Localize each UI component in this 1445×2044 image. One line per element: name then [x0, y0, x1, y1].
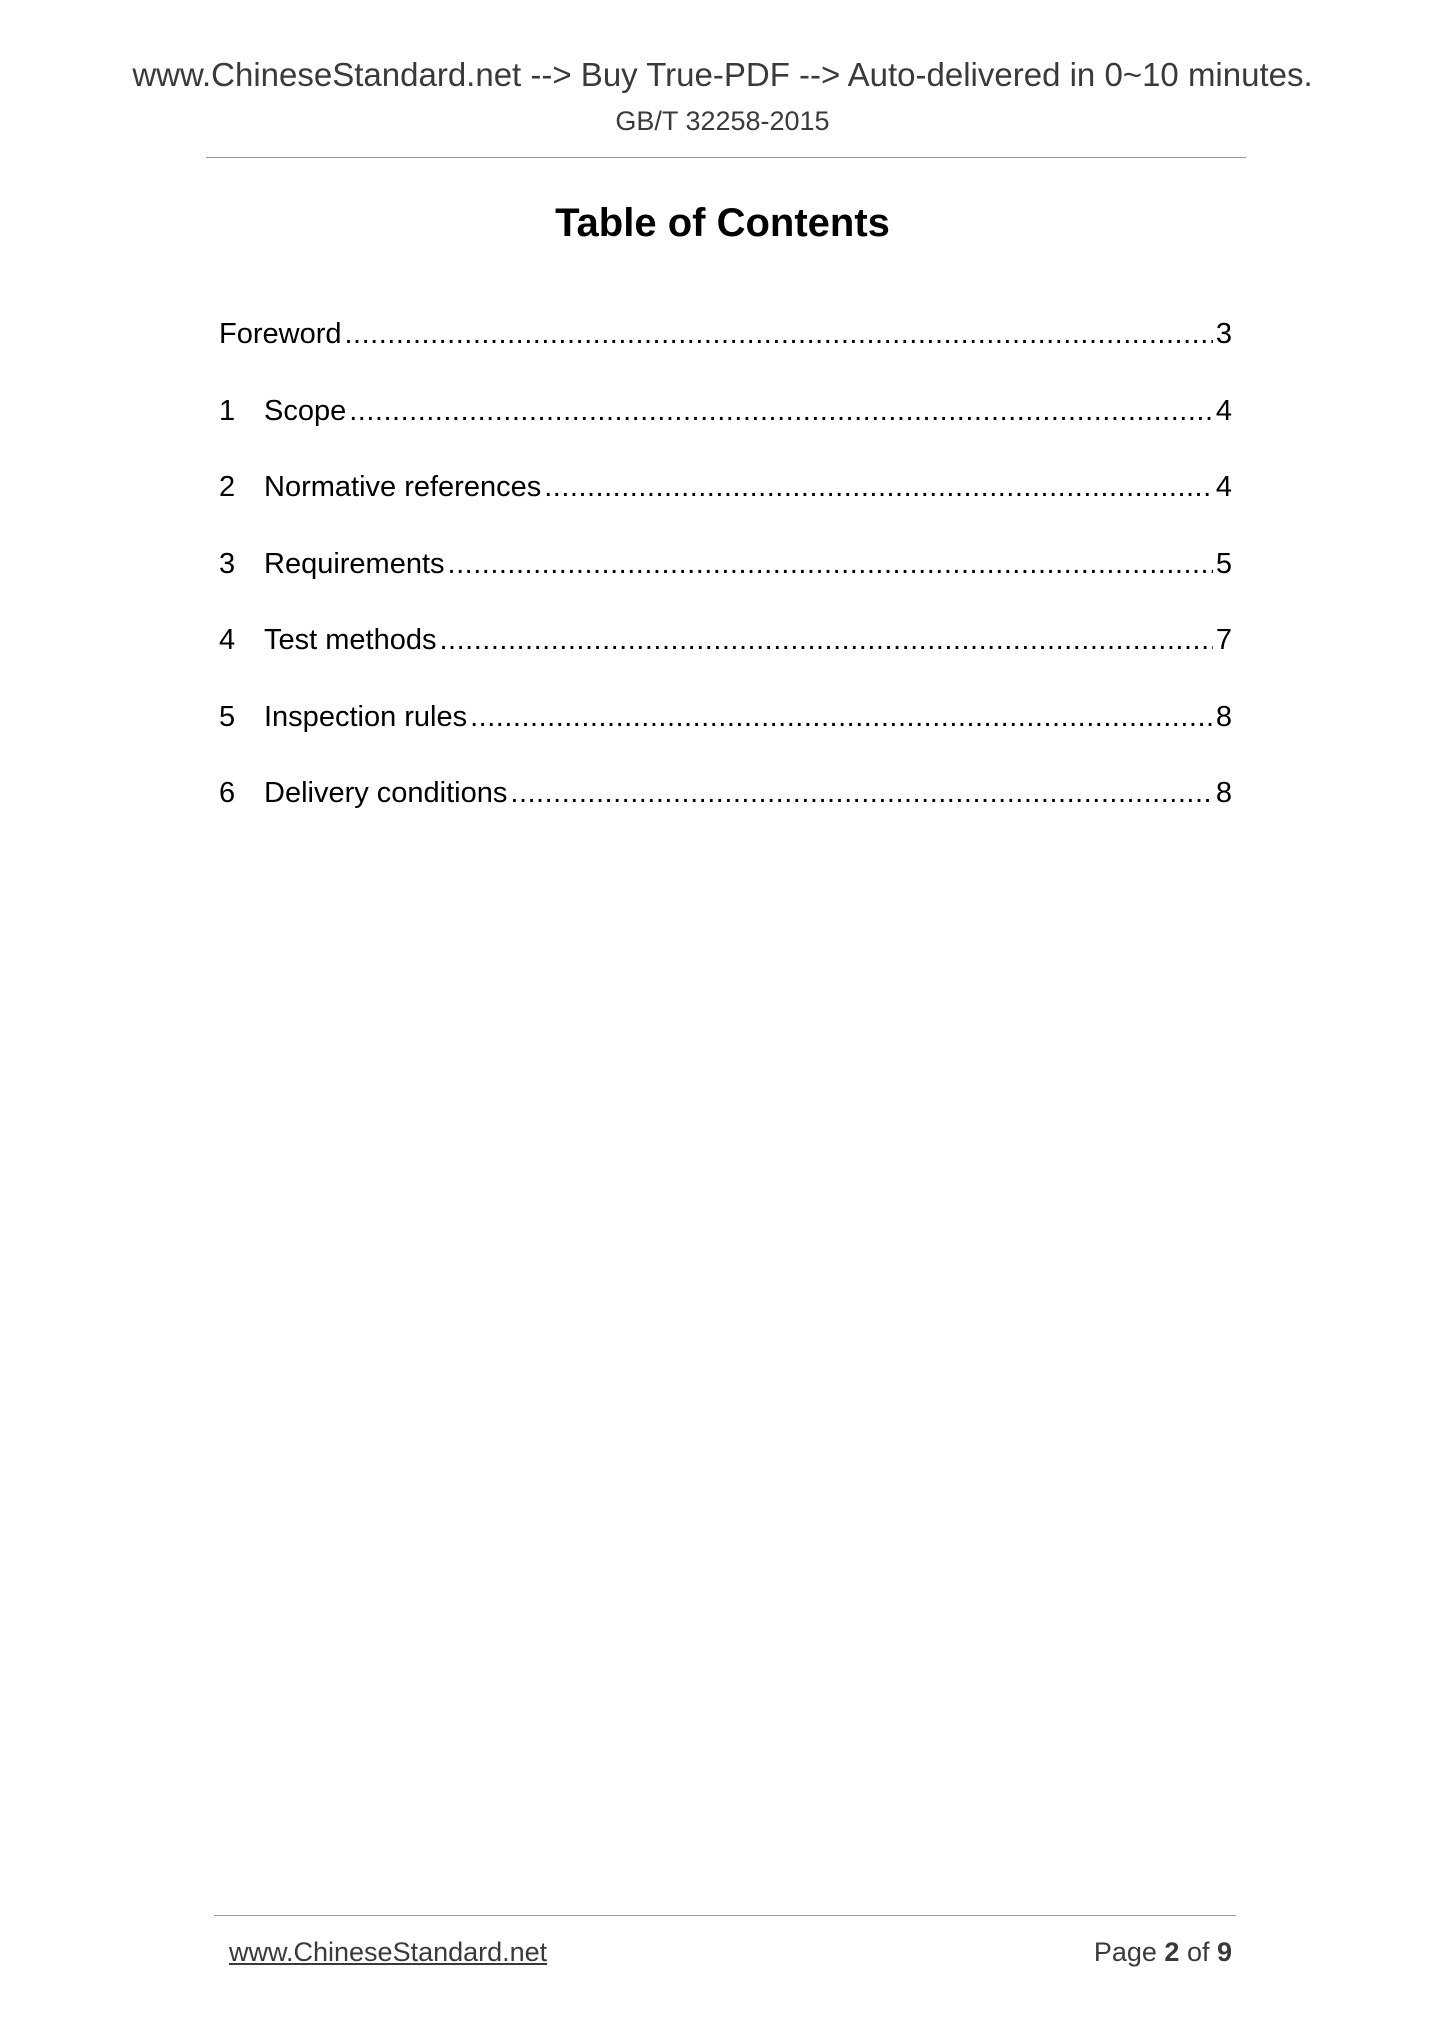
page-indicator: [1094, 1937, 1232, 1968]
toc-entry-page: 8: [1215, 777, 1232, 809]
toc-entry-page: 7: [1215, 624, 1232, 656]
document-code: GB/T 32258-2015: [615, 106, 830, 136]
footer-divider: [214, 1915, 1236, 1916]
toc-entry-number: 5: [219, 700, 236, 733]
toc-entry-page: 4: [1215, 394, 1232, 427]
toc-leader-dots: [510, 777, 1212, 810]
toc-entry-number: 4: [219, 624, 236, 656]
toc-leader-dots: [544, 471, 1213, 504]
toc-entry-label: Scope: [264, 394, 347, 427]
toc-entry-page: 5: [1215, 547, 1232, 580]
toc-list: [219, 318, 1232, 854]
toc-entry-number: 2: [219, 471, 236, 503]
toc-entry-inspection-rules[interactable]: [219, 701, 1232, 778]
toc-leader-dots: [345, 318, 1213, 351]
toc-entry-number: 6: [219, 777, 236, 809]
toc-entry-label: Test methods: [264, 624, 437, 656]
toc-entry-label: Foreword: [219, 318, 342, 350]
toc-entry-number: 1: [219, 394, 236, 427]
toc-leader-dots: [439, 624, 1212, 657]
toc-leader-dots: [448, 548, 1213, 581]
header-banner: www.ChineseStandard.net --> Buy True-PDF --> Auto-delivered in 0~10 minutes.: [132, 56, 1313, 93]
header-divider: [206, 157, 1246, 158]
toc-entry-page: 3: [1215, 318, 1232, 350]
page-total: 9: [1216, 1937, 1232, 1967]
toc-leader-dots: [349, 395, 1213, 428]
toc-entry-page: 8: [1215, 700, 1232, 733]
toc-entry-requirements[interactable]: [219, 548, 1232, 625]
toc-entry-label: Delivery conditions: [264, 777, 508, 809]
toc-entry-number: 3: [219, 547, 236, 580]
toc-entry-test-methods[interactable]: [219, 624, 1232, 701]
toc-entry-foreword[interactable]: [219, 318, 1232, 395]
page-prefix: Page: [1093, 1937, 1165, 1967]
toc-entry-label: Normative references: [264, 471, 542, 503]
toc-entry-delivery-conditions[interactable]: [219, 777, 1232, 854]
toc-title: Table of Contents: [555, 201, 890, 245]
toc-entry-scope[interactable]: [219, 395, 1232, 472]
page-of: of: [1179, 1937, 1217, 1967]
page-current: 2: [1164, 1937, 1180, 1967]
footer-site-link[interactable]: www.ChineseStandard.net: [229, 1937, 548, 1967]
toc-entry-label: Inspection rules: [264, 700, 468, 733]
toc-entry-normative-references[interactable]: [219, 471, 1232, 548]
toc-entry-label: Requirements: [264, 547, 445, 580]
toc-entry-page: 4: [1215, 471, 1232, 503]
toc-leader-dots: [470, 701, 1213, 734]
